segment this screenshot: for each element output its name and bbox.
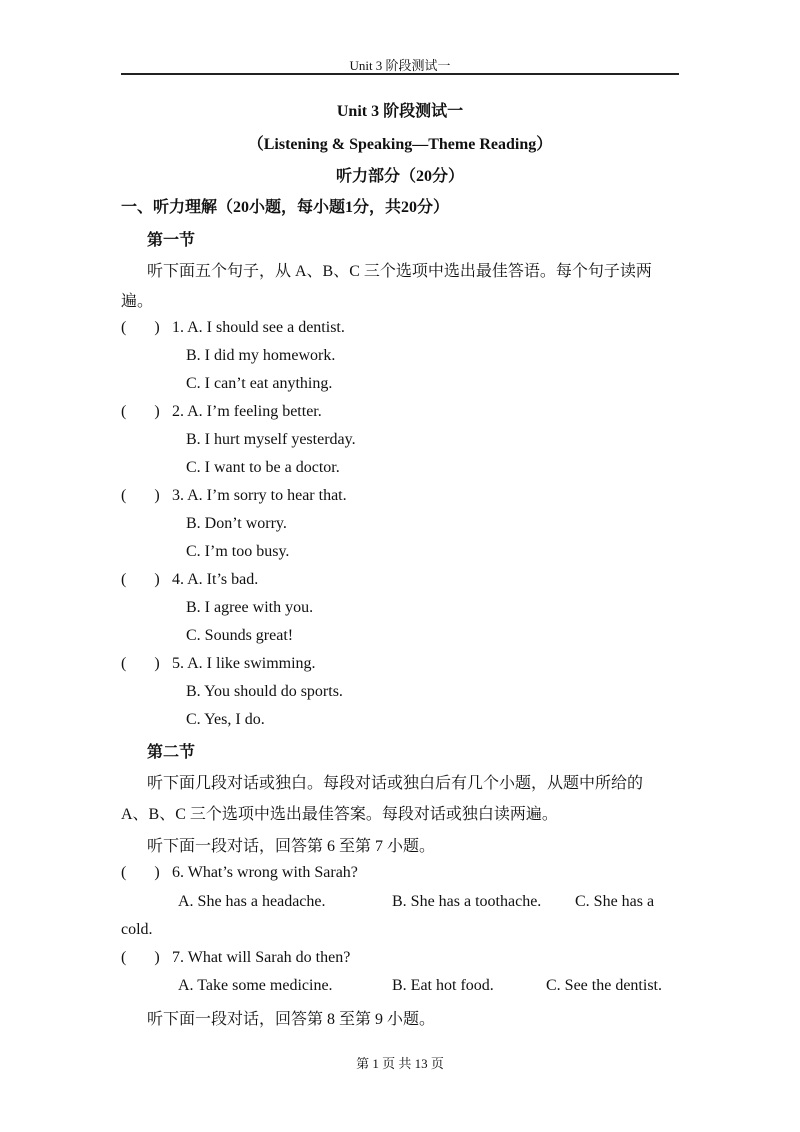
section2-instruction-cont: A、B、C 三个选项中选出最佳答案。每段对话或独白读两遍。 [121,806,558,823]
dialogue-intro: 听下面一段对话，回答第 8 至第 9 小题。 [147,1011,436,1028]
section1-label: 第一节 [147,232,196,249]
option-b: B. I hurt myself yesterday. [186,431,356,448]
question-stem: 1. A. I should see a dentist. [172,319,345,336]
answer-blank[interactable]: ( ) [121,864,160,881]
answer-blank[interactable]: ( ) [121,487,160,504]
question-stem: 5. A. I like swimming. [172,655,316,672]
option-b: B. She has a toothache. [392,893,542,910]
option-b: B. I agree with you. [186,599,314,616]
exam-subtitle: （Listening & Speaking—Theme Reading） [247,136,553,153]
option-c: C. Yes, I do. [186,711,265,728]
question-stem: 6. What’s wrong with Sarah? [172,864,358,881]
answer-blank[interactable]: ( ) [121,655,160,672]
section1-instruction: 听下面五个句子，从 A、B、C 三个选项中选出最佳答语。每个句子读两 [147,263,652,280]
option-a: A. She has a headache. [178,893,326,910]
question-stem: 2. A. I’m feeling better. [172,403,322,420]
question-stem: 3. A. I’m sorry to hear that. [172,487,347,504]
option-c: C. Sounds great! [186,627,294,644]
option-c-wrap: cold. [121,921,153,938]
page-footer: 第 1 页 共 13 页 [356,1056,444,1071]
option-c: C. I’m too busy. [186,543,290,560]
option-b: B. You should do sports. [186,683,343,700]
part-heading: 一、听力理解（20小题，每小题1分，共20分） [121,199,450,216]
answer-blank[interactable]: ( ) [121,319,160,336]
section2-label: 第二节 [147,744,196,761]
option-c: C. I want to be a doctor. [186,459,340,476]
answer-blank[interactable]: ( ) [121,949,160,966]
section2-instruction: 听下面几段对话或独白。每段对话或独白后有几个小题，从题中所给的 [147,775,644,792]
question-stem: 7. What will Sarah do then? [172,949,351,966]
option-b: B. Don’t worry. [186,515,287,532]
exam-title: Unit 3 阶段测试一 [336,103,464,120]
dialogue-intro: 听下面一段对话，回答第 6 至第 7 小题。 [147,838,436,855]
header-divider [121,73,679,75]
option-a: A. Take some medicine. [178,977,333,994]
answer-blank[interactable]: ( ) [121,403,160,420]
option-b: B. I did my homework. [186,347,336,364]
option-c: C. I can’t eat anything. [186,375,333,392]
option-b: B. Eat hot food. [392,977,494,994]
section1-instruction-cont: 遍。 [121,293,154,310]
option-c: C. See the dentist. [546,977,662,994]
option-c: C. She has a [575,893,655,910]
running-header: Unit 3 阶段测试一 [349,58,451,73]
answer-blank[interactable]: ( ) [121,571,160,588]
listening-section-title: 听力部分（20分） [335,168,464,185]
question-stem: 4. A. It’s bad. [172,571,259,588]
